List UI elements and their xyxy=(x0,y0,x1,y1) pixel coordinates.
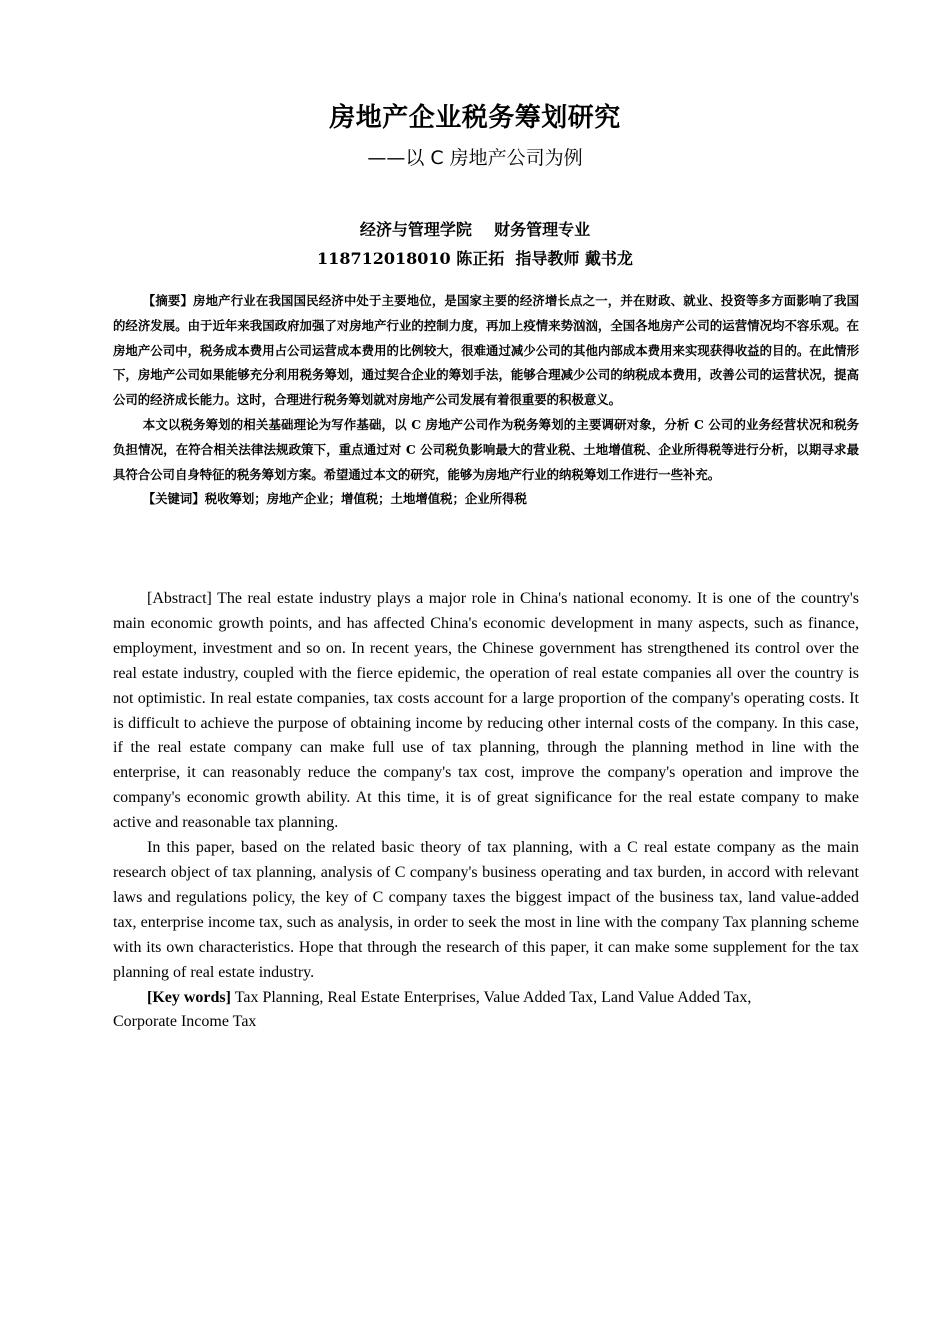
affiliation-line: 经济与管理学院 财务管理专业 xyxy=(359,220,591,239)
cn-abstract-label: 【摘要】 xyxy=(142,293,194,308)
paper-subtitle: ——以 C 房地产公司为例 xyxy=(367,147,583,169)
en-keywords-text: Tax Planning, Real Estate Enterprises, Value Added Tax, Land Value Added Tax, xyxy=(230,988,752,1006)
en-keywords xyxy=(113,986,859,1036)
chinese-abstract xyxy=(113,289,859,512)
en-keywords-label: [Key words] xyxy=(147,988,231,1006)
cn-keywords xyxy=(113,487,859,512)
cn-keywords-label: 【关键词】 xyxy=(142,491,205,507)
paper-title: 房地产企业税务筹划研究 xyxy=(329,103,621,133)
cn-abstract-text: 房地产行业在我国国民经济中处于主要地位，是国家主要的经济增长点之一，并在财政、就业、投资等多方面影响了我国的经济发展。由于近年来我国政府加强了对房地产行业的控制力度，再加上疫情来势汹汹，全国各地房产公司的运营情况均不容乐观。在房地产公司中，税务成本费用占公司运营成本费用的比例较大，很难通过减少公司的其他内部成本费用来实现获得收益的目的。在此情形下，房地产公司如果能够充分利用税务筹划，通过契合企业的筹划手法，能够合理减少公司的纳税成本费用，改善公司的运营状况，提高公司的经济成长能力。这时，合理进行税务筹划就对房地产公司发展有着很重要的积极意义。 xyxy=(113,293,860,408)
cn-abstract-paragraph xyxy=(113,289,859,413)
en-abstract-paragraph: In this paper, based on the related basic theory of tax planning, with a C real estate company as the main research object of tax planning, analysis of C company's business operating and tax burden, in accord with relevant laws and regulations policy, the key of C company taxes the biggest impact of the business tax, land value-added tax, enterprise income tax, such as analysis, in order to seek the most in line with the company Tax planning scheme with its own characteristics. Hope that through the research of this paper, it can make some supplement for the tax planning of real estate industry. xyxy=(113,839,859,981)
cn-keywords-text: 税收筹划；房地产企业；增值税；土地增值税；企业所得税 xyxy=(204,491,527,507)
cn-abstract-text: 本文以税务筹划的相关基础理论为写作基础，以 C 房地产公司作为税务筹划的主要调研对象，分析 C 公司的业务经营状况和税务负担情况，在符合相关法律法规政策下，重点通过对 C 公司税负影响最大的营业税、土地增值税、企业所得税等进行分析，以期寻求最具符合公司自身特征的税务筹划方案。希望通过本文的研究，能够为房地产行业的纳税筹划工作进行一些补充。 xyxy=(113,416,859,482)
en-abstract-paragraph: [Abstract] The real estate industry plays a major role in China's national economy. It is one of the country's main economic growth points, and has affected China's economic development in many aspects, such as finance, employment, investment and so on. In recent years, the Chinese government has strengthened its control over the real estate industry, coupled with the fierce epidemic, the operation of real estate companies all over the country is not optimistic. In real estate companies, tax costs account for a large proportion of the company's operating costs. It is difficult to achieve the purpose of obtaining income by reducing other internal costs of the company. In this case, if the real estate company can make full use of tax planning, through the planning method in line with the enterprise, it can reasonably reduce the company's tax cost, improve the company's operation and improve the company's economic growth ability. At this time, it is of great significance for the real estate company to make active and reasonable tax planning. xyxy=(113,590,859,832)
en-keywords-text-continued: Corporate Income Tax xyxy=(113,1013,257,1031)
english-abstract xyxy=(113,587,859,1035)
cn-abstract-paragraph xyxy=(113,413,859,487)
author-line: 118712018010 陈正拓 指导教师 戴书龙 xyxy=(317,249,633,268)
